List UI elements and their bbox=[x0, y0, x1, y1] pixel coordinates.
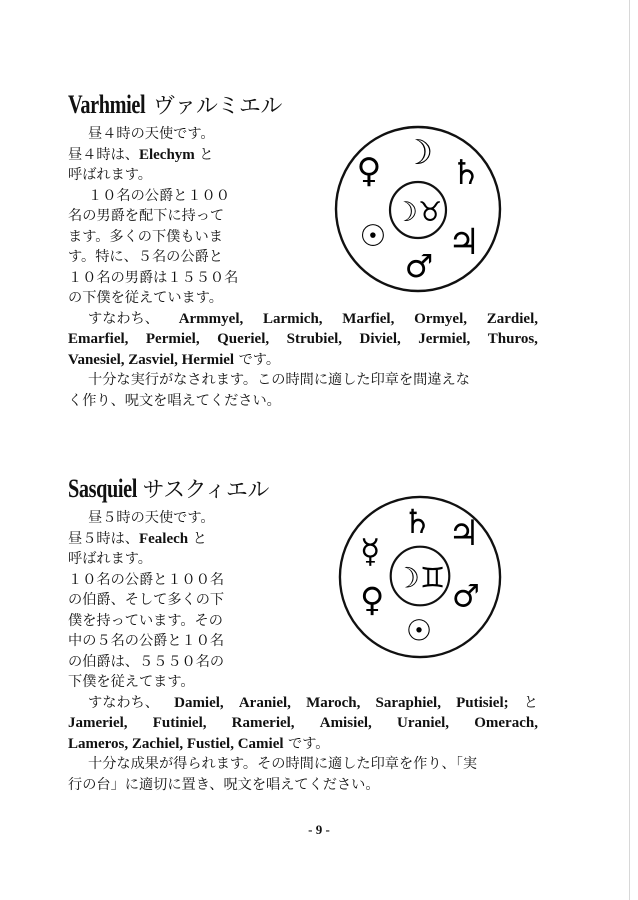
page-edge bbox=[629, 0, 630, 900]
moon-icon: ☽ bbox=[402, 133, 434, 173]
body-line: ます。多くの下僕もいま bbox=[68, 228, 223, 245]
names-line: Lameros, Zachiel, Fustiel, Camiel です。 bbox=[68, 735, 330, 752]
body-line: 昼４時の天使です。 bbox=[88, 126, 215, 142]
moon-gemini-icon: ☽♊ bbox=[394, 561, 446, 595]
jupiter-icon: ♃ bbox=[448, 512, 480, 554]
body-line: 呼ばれます。 bbox=[68, 551, 152, 567]
names-line: Emarfiel, Permiel, Queriel, Strubiel, Diviel, Jermiel, Thuros, bbox=[68, 331, 538, 347]
page-number: - 9 - bbox=[308, 822, 330, 837]
heading-latin: Sasquiel bbox=[68, 474, 138, 503]
body-line: の伯爵、そして多くの下 bbox=[68, 592, 225, 608]
mars-icon: ♂ bbox=[451, 578, 480, 615]
body-line: の伯爵は、５５５０名の bbox=[68, 653, 225, 670]
names-line: Jameriel, Futiniel, Rameriel, Amisiel, Uraniel, Omerach, bbox=[68, 715, 538, 731]
heading-latin: Varhmiel bbox=[68, 90, 146, 119]
body-line: 呼ばれます。 bbox=[68, 167, 152, 183]
closing-line: 十分な実行がなされます。この時間に適した印章を間違えな bbox=[88, 372, 470, 388]
body-line: １０名の男爵は１５５０名 bbox=[68, 269, 239, 286]
body-line: 中の５名の公爵と１０名 bbox=[68, 633, 225, 649]
mercury-icon: ☿ bbox=[360, 531, 381, 571]
heading-katakana: ヴァルミエル bbox=[153, 94, 282, 119]
moon-taurus-icon: ☽♉ bbox=[393, 197, 443, 228]
sun-icon: ☉ bbox=[405, 613, 433, 648]
body-line: 昼５時の天使です。 bbox=[88, 510, 215, 526]
closing-line: 十分な成果が得られます。その時間に適した印章を作り、「実 bbox=[88, 756, 478, 772]
closing-line: 行の台」に適切に置き、呪文を唱えてください。 bbox=[68, 776, 380, 793]
body-line: 昼５時は、Fealech と bbox=[68, 530, 207, 547]
body-line: 名の男爵を配下に持って bbox=[68, 208, 225, 224]
section-heading bbox=[68, 88, 538, 124]
sigil-seal-varhmiel bbox=[333, 124, 503, 294]
jupiter-icon: ♃ bbox=[447, 222, 481, 263]
body-line: １０名の公爵と１００名 bbox=[68, 571, 225, 588]
sigil-seal-sasquiel bbox=[337, 494, 503, 660]
saturn-icon: ♄ bbox=[402, 502, 432, 542]
names-line: Vanesiel, Zasviel, Hermiel です。 bbox=[68, 351, 281, 368]
saturn-icon: ♄ bbox=[450, 153, 482, 193]
venus-icon: ♀ bbox=[359, 580, 385, 620]
heading-katakana: サスクィエル bbox=[142, 478, 269, 503]
names-line: すなわち、 Armmyel, Larmich, Marfiel, Ormyel, Zardiel, bbox=[88, 310, 538, 327]
hour-name: Elechym bbox=[138, 146, 195, 163]
body-line: す。特に、５名の公爵と bbox=[68, 249, 223, 265]
body-line: 昼４時は、Elechym と bbox=[68, 146, 214, 163]
body-line: １０名の公爵と１００ bbox=[88, 187, 230, 204]
sun-icon: ☉ bbox=[359, 219, 387, 254]
hour-name: Fealech bbox=[138, 530, 189, 547]
names-line: すなわち、 Damiel, Araniel, Maroch, Saraphiel, Putisiel; と bbox=[88, 694, 538, 711]
body-line: 僕を持っています。その bbox=[68, 612, 223, 629]
body-line: の下僕を従えています。 bbox=[68, 290, 223, 306]
closing-line: く作り、呪文を唱えてください。 bbox=[68, 392, 281, 409]
venus-icon: ♀ bbox=[356, 151, 382, 191]
body-line: 下僕を従えてます。 bbox=[68, 674, 195, 690]
mars-icon: ♂ bbox=[404, 247, 434, 285]
